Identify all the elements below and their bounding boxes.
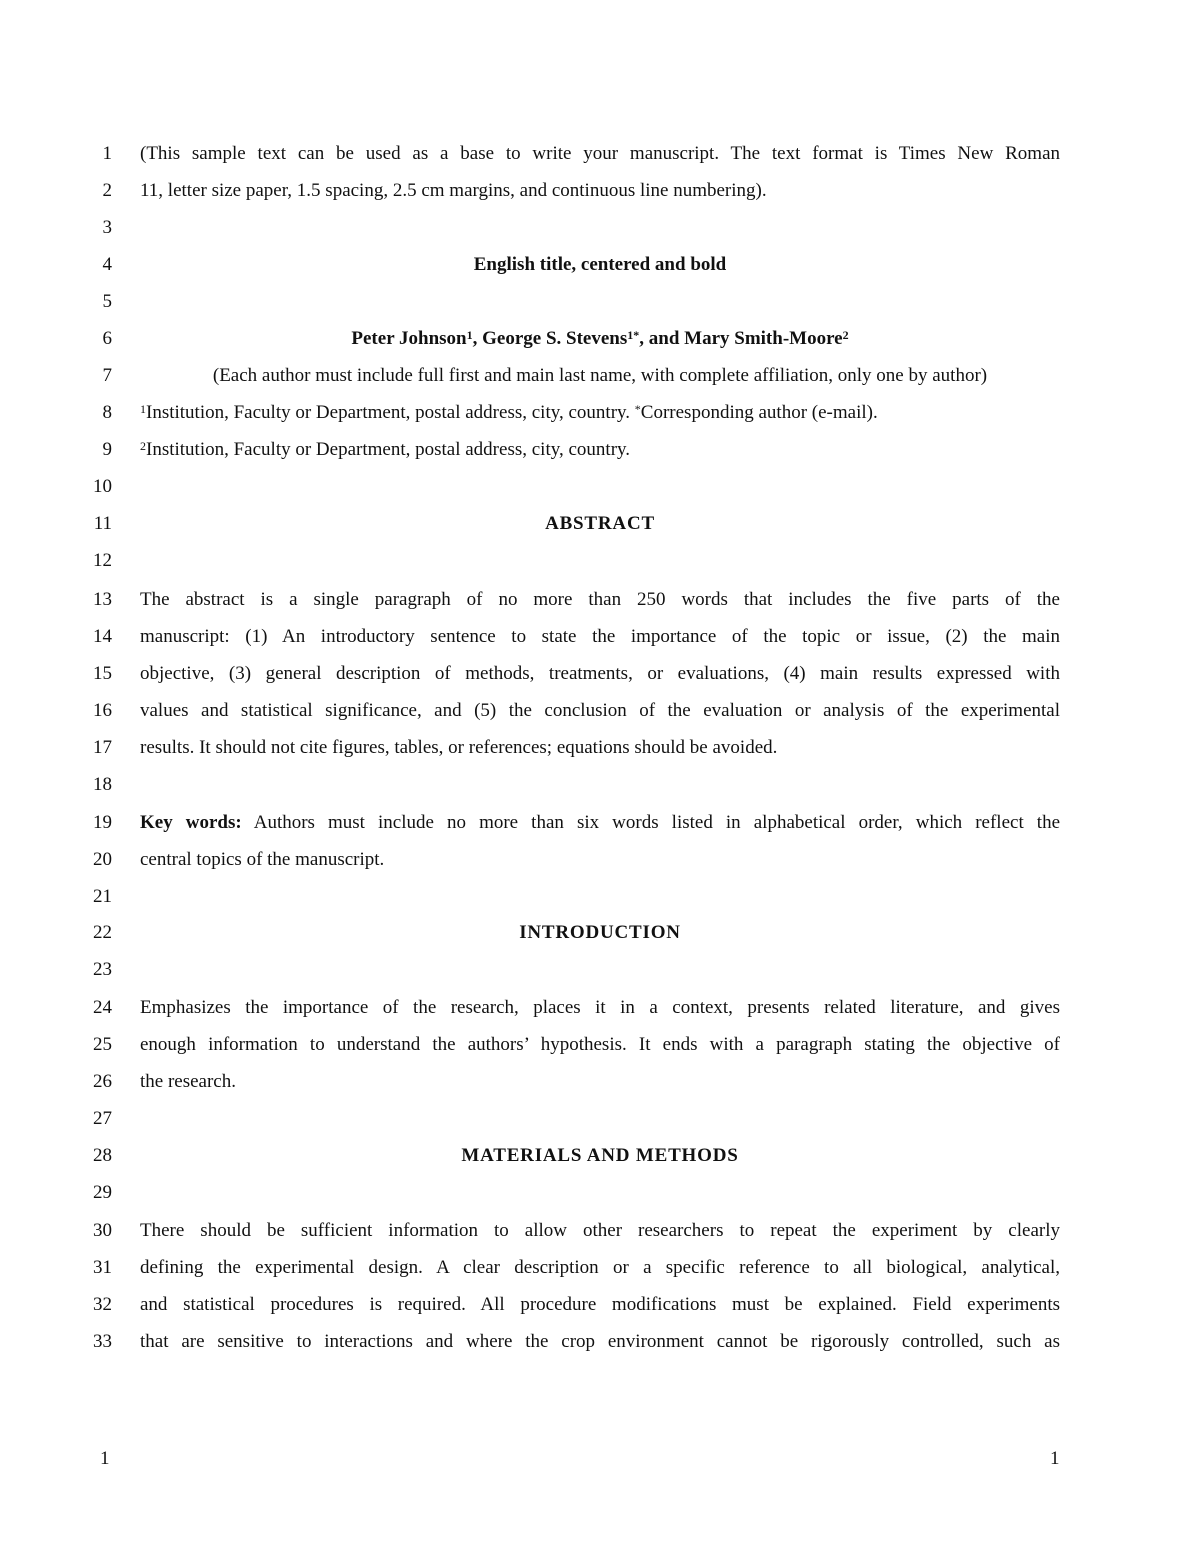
line-number: 15 [93,663,112,684]
line-number: 6 [102,328,112,349]
line-number: 18 [93,774,112,795]
line-row [0,213,1200,250]
page-number: 1 [1050,1448,1060,1469]
line-row [0,398,1200,435]
intro-note-line: (This sample text can be used as a base to write your manuscript. The text format is Times New Roman [140,143,1060,164]
line-row [0,696,1200,733]
line-number: 33 [93,1331,112,1352]
line-row [0,250,1200,287]
line-row [0,546,1200,583]
line-row [0,176,1200,213]
line-row [0,808,1200,845]
affiliation-text: Institution, Faculty or Department, postal address, city, country. [146,439,631,460]
line-row [0,435,1200,472]
line-row [0,918,1200,955]
line-row [0,1216,1200,1253]
affiliation-marker: 1* [627,328,640,342]
line-row [0,1290,1200,1327]
line-number: 12 [93,550,112,571]
keywords-line [140,808,1060,838]
methods-line: There should be sufficient information to allow other researchers to repeat the experiment by clearly [140,1220,1060,1241]
affiliation-1 [140,398,1060,428]
affiliation-marker: 2 [140,439,146,453]
line-number: 28 [93,1145,112,1166]
line-number: 21 [93,886,112,907]
line-number: 2 [102,180,112,201]
line-row [0,1030,1200,1067]
abstract-line: The abstract is a single paragraph of no more than 250 words that includes the five parts of the [140,589,1060,610]
author-name: , George S. Stevens [472,328,628,349]
methods-line: and statistical procedures is required. All procedure modifications must be explained. Field experiments [140,1294,1060,1315]
line-number: 5 [102,291,112,312]
line-number: 19 [93,812,112,833]
line-number: 26 [93,1071,112,1092]
line-number: 20 [93,849,112,870]
line-number: 24 [93,997,112,1018]
line-number: 11 [93,513,112,534]
line-row [0,955,1200,992]
line-row [0,622,1200,659]
abstract-line: objective, (3) general description of methods, treatments, or evaluations, (4) main results expressed with [140,663,1060,684]
line-number: 29 [93,1182,112,1203]
line-row [0,1253,1200,1290]
line-row [0,1327,1200,1364]
abstract-line: values and statistical significance, and (5) the conclusion of the evaluation or analysis of the experimental [140,700,1060,721]
methods-line: that are sensitive to interactions and where the crop environment cannot be rigorously controlled, such as [140,1331,1060,1352]
footer-line-number: 1 [100,1448,110,1469]
corresponding-text: Corresponding author (e-mail). [640,402,878,423]
line-number: 3 [102,217,112,238]
line-row [0,770,1200,807]
line-row [0,509,1200,546]
author-name: Peter Johnson [351,328,467,349]
line-row [0,733,1200,770]
line-row [0,139,1200,176]
line-row [0,472,1200,509]
affiliation-marker: 1 [466,328,473,342]
keywords-text: Authors must include no more than six words listed in alphabetical order, which reflect the [241,812,1060,833]
author-name: , and Mary Smith-Moore [639,328,843,349]
line-row [0,882,1200,919]
line-number: 13 [93,589,112,610]
line-number: 7 [102,365,112,386]
line-number: 22 [93,922,112,943]
line-row [0,1178,1200,1215]
introduction-line: Emphasizes the importance of the research, places it in a context, presents related literature, and gives [140,997,1060,1018]
line-row [0,361,1200,398]
author-instructions: (Each author must include full first and main last name, with complete affiliation, only one by author) [212,365,988,386]
line-row [0,287,1200,324]
intro-note-line: 11, letter size paper, 1.5 spacing, 2.5 cm margins, and continuous line numbering). [140,180,767,201]
introduction-line: enough information to understand the authors’ hypothesis. It ends with a paragraph stating the objective of [140,1034,1060,1055]
line-number: 23 [93,959,112,980]
line-number: 31 [93,1257,112,1278]
line-row [0,1104,1200,1141]
line-row [0,1141,1200,1178]
introduction-line: the research. [140,1071,236,1092]
line-number: 4 [102,254,112,275]
keywords-label: Key words: [140,812,242,833]
line-row [0,659,1200,696]
line-number: 10 [93,476,112,497]
line-row [0,1067,1200,1104]
line-number: 27 [93,1108,112,1129]
abstract-line: results. It should not cite figures, tables, or references; equations should be avoided. [140,737,778,758]
line-row [0,993,1200,1030]
line-number: 32 [93,1294,112,1315]
corresponding-marker: * [634,402,641,416]
affiliation-marker: 2 [842,328,849,342]
line-number: 25 [93,1034,112,1055]
affiliation-2 [140,435,1060,465]
line-row [0,324,1200,361]
line-number: 30 [93,1220,112,1241]
line-number: 9 [102,439,112,460]
line-number: 8 [102,402,112,423]
keywords-line: central topics of the manuscript. [140,849,385,870]
affiliation-marker: 1 [140,402,146,416]
section-heading-introduction: INTRODUCTION [519,922,681,943]
line-number: 14 [93,626,112,647]
paper-title: English title, centered and bold [473,254,727,275]
affiliation-text: Institution, Faculty or Department, postal address, city, country. [146,402,635,423]
line-number: 17 [93,737,112,758]
line-number: 1 [102,143,112,164]
line-row [0,845,1200,882]
abstract-line: manuscript: (1) An introductory sentence to state the importance of the topic or issue, (2) the main [140,626,1060,647]
line-number: 16 [93,700,112,721]
section-heading-abstract: ABSTRACT [545,513,655,534]
section-heading-methods: MATERIALS AND METHODS [461,1145,739,1166]
line-row [0,585,1200,622]
methods-line: defining the experimental design. A clear description or a specific reference to all biological, analytical, [140,1257,1060,1278]
author-list [140,324,1060,354]
